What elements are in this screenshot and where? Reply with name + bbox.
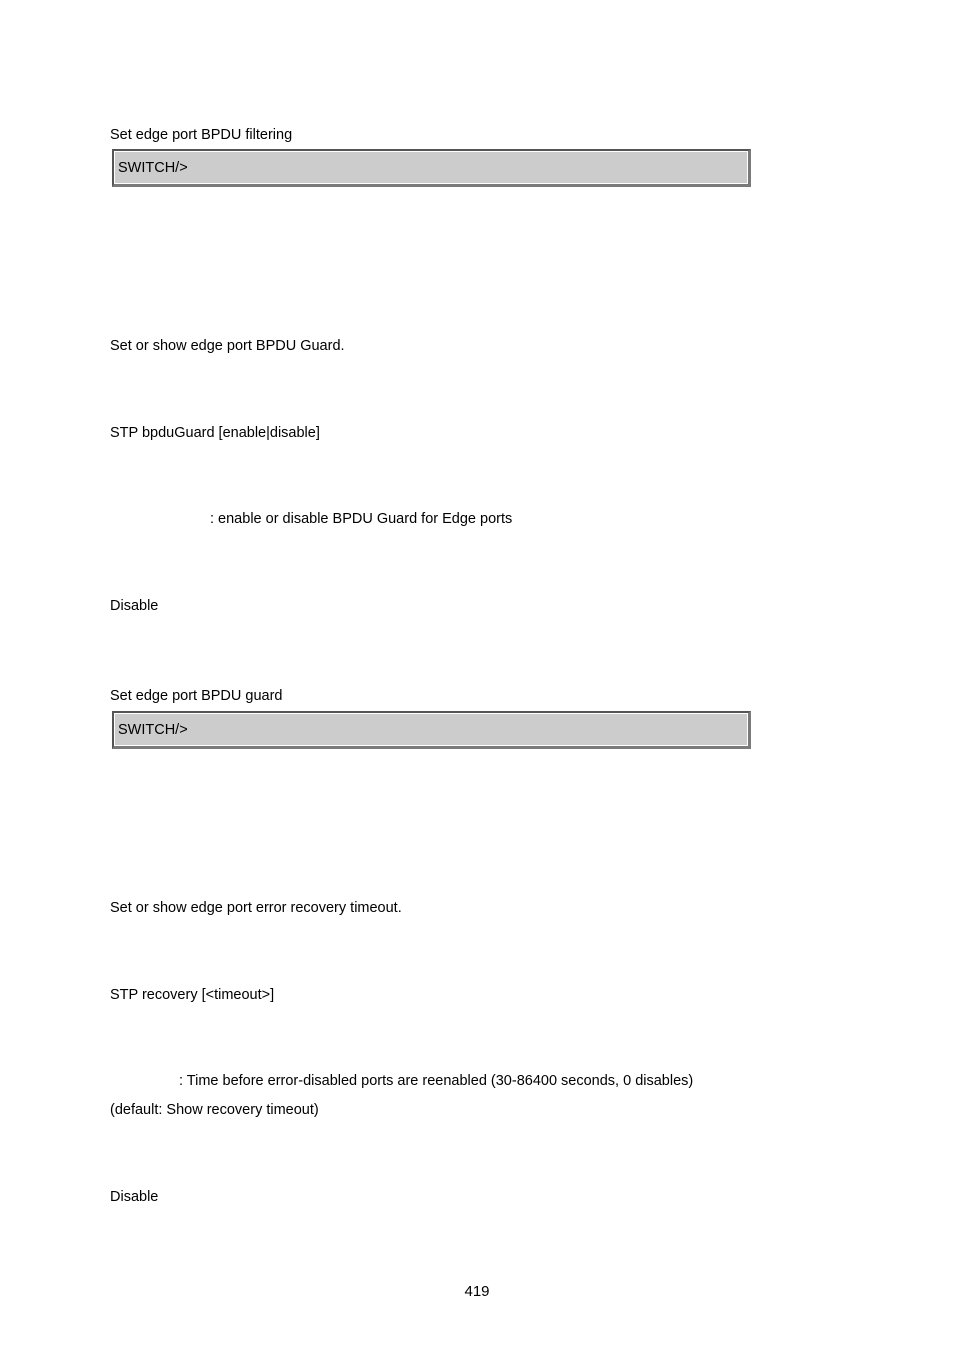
recovery-default-value: Disable — [110, 1189, 159, 1205]
console-box-filtering — [112, 149, 751, 187]
recovery-parameter-note: (default: Show recovery timeout) — [110, 1102, 319, 1118]
recovery-syntax: STP recovery [<timeout>] — [110, 987, 275, 1003]
recovery-parameter-description: : Time before error-disabled ports are reenabled (30-86400 seconds, 0 disables) — [179, 1073, 694, 1089]
bpduguard-description: Set or show edge port BPDU Guard. — [110, 338, 345, 354]
bpduguard-default-value: Disable — [110, 598, 159, 614]
page-number: 419 — [464, 1283, 490, 1300]
console-prompt: SWITCH/> — [118, 160, 188, 176]
console-box-bpduguard — [112, 711, 751, 749]
bpduguard-example-caption: Set edge port BPDU guard — [110, 688, 283, 704]
bpduguard-parameter-description: : enable or disable BPDU Guard for Edge ports — [210, 511, 513, 527]
recovery-description: Set or show edge port error recovery timeout. — [110, 900, 402, 916]
bpduguard-syntax: STP bpduGuard [enable|disable] — [110, 425, 320, 441]
console-prompt: SWITCH/> — [118, 722, 188, 738]
filtering-example-caption: Set edge port BPDU filtering — [110, 127, 293, 143]
